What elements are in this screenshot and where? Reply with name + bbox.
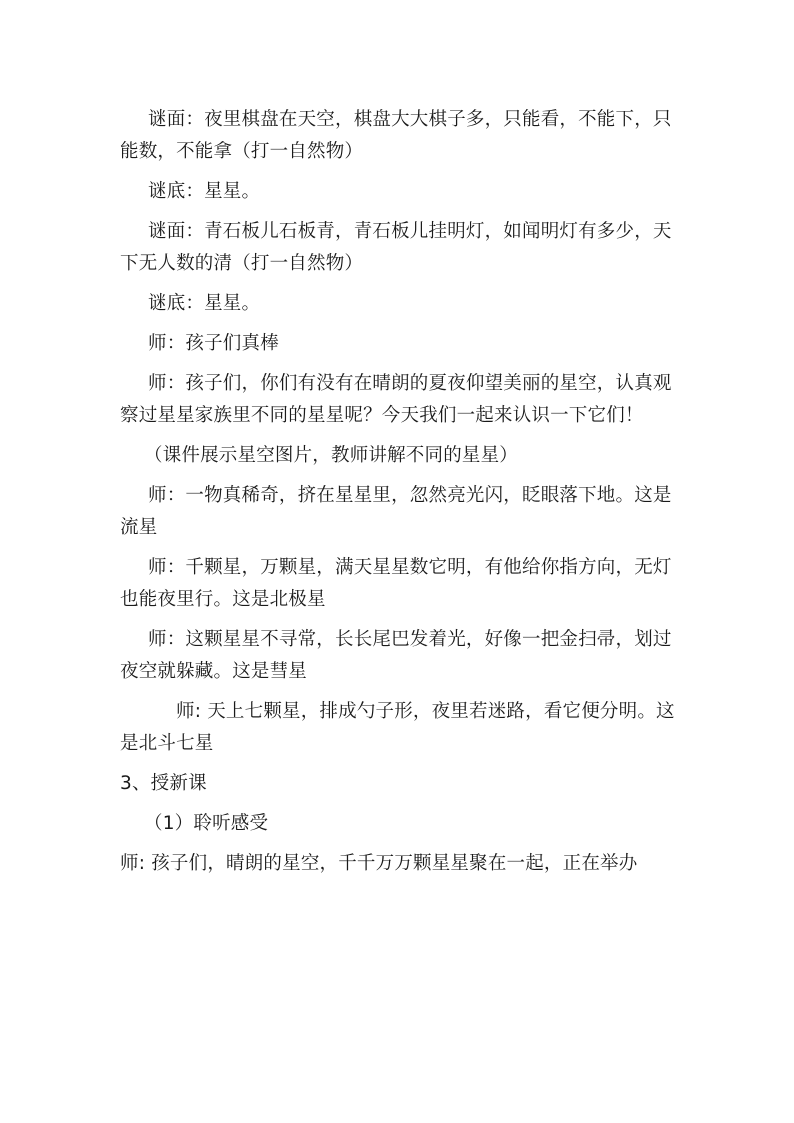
big-dipper-riddle: 师: 天上七颗星，排成勺子形，夜里若迷路，看它便分明。这是北斗七星: [120, 701, 675, 754]
section-heading-new-lesson: 3、授新课: [120, 773, 207, 794]
polaris-riddle: 师：千颗星，万颗星，满天星星数它明，有他给你指方向，无灯也能夜里行。这是北极星: [120, 557, 672, 610]
riddle-1-question: 谜面：夜里棋盘在天空，棋盘大大棋子多，只能看，不能下，只能数，不能拿（打一自然物）: [120, 109, 672, 162]
riddle-1-answer: 谜底：星星。: [148, 181, 261, 202]
subsection-listen: （1）聆听感受: [144, 813, 269, 834]
comet-riddle: 师：这颗星星不寻常，长长尾巴发着光，好像一把金扫帚，划过夜空就躲藏。这是彗星: [120, 629, 672, 682]
document-body: [120, 104, 680, 880]
courseware-note: （课件展示星空图片，教师讲解不同的星星）: [144, 445, 519, 466]
teacher-intro: 师：孩子们，你们有没有在晴朗的夏夜仰望美丽的星空，认真观察过星星家族里不同的星星呢？今天我们一起来认识一下它们！: [120, 373, 672, 426]
teacher-starry-sky: 师: 孩子们，晴朗的星空，千千万万颗星星聚在一起，正在举办: [120, 853, 638, 874]
meteor-riddle: 师：一物真稀奇，挤在星星里，忽然亮光闪，眨眼落下地。这是流星: [120, 485, 672, 538]
teacher-praise: 师：孩子们真棒: [148, 333, 279, 354]
riddle-2-answer: 谜底：星星。: [148, 293, 261, 314]
riddle-2-question: 谜面：青石板儿石板青，青石板儿挂明灯，如闻明灯有多少，天下无人数的清（打一自然物）: [120, 221, 672, 274]
